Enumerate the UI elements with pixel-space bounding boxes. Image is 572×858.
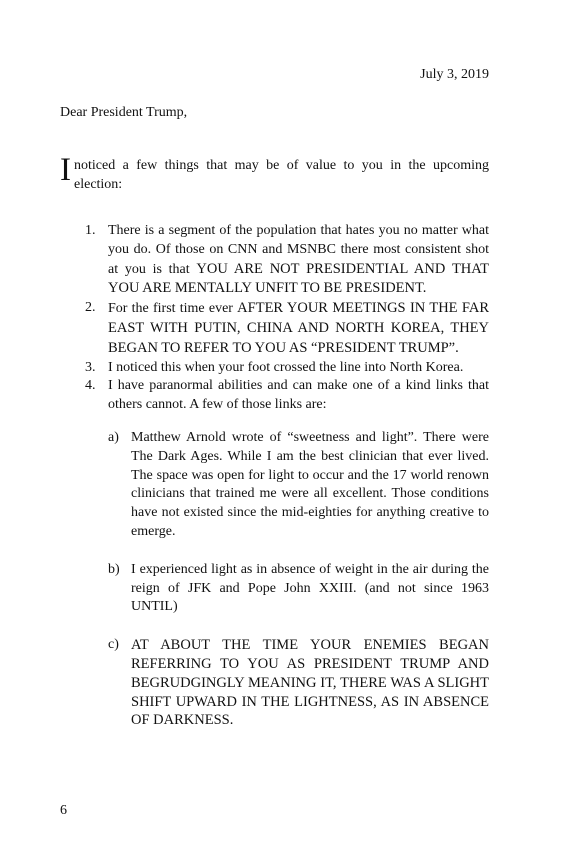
list-number: 1. (85, 223, 96, 238)
list-item (60, 377, 489, 730)
sublist-label: c) (108, 637, 119, 653)
sublist-label: b) (108, 561, 120, 577)
list-text: For the first time ever (108, 301, 238, 317)
list-number: 4. (85, 378, 96, 394)
sublist-item (108, 561, 489, 617)
salutation: Dear President Trump, (60, 105, 188, 120)
list-text-emphasis: YOU ARE NOT PRESIDENTIAL AND THAT YOU ARE MENTALLY UNFIT TO BE PRESIDENT. (108, 260, 489, 297)
sublist-item (108, 636, 489, 730)
sublist-text: Matthew Arnold wrote of “sweetness and light”. There were The Dark Ages. While I am the best clinician that ever lived. The space was open for light to occur and the 17 world renown clinicians that trained me were all excellent. Those conditions have not existed since the mid-eighties for anything creative to emerge. (131, 429, 489, 539)
sublist-text: AT ABOUT THE TIME YOUR ENEMIES BEGAN REFERRING TO YOU AS PRESIDENT TRUMP AND BEGRUDGINGLY MEANING IT, THERE WAS A SLIGHT SHIFT UPWARD IN THE LIGHTNESS, AS IN ABSENCE OF DARKNESS. (131, 637, 489, 729)
list-number: 2. (85, 300, 96, 316)
intro-paragraph (60, 152, 489, 194)
list-item (60, 222, 489, 299)
list-text-emphasis: AFTER YOUR MEETINGS IN THE FAR EAST WITH PUTIN, CHINA AND NORTH KOREA, THEY BEGAN TO REFER TO YOU AS “PRESIDENT TRUMP”. (108, 300, 490, 356)
list-item (60, 359, 489, 378)
sublist-label: a) (108, 429, 119, 445)
lettered-sublist (108, 429, 489, 730)
numbered-list (60, 222, 489, 749)
list-text: I noticed this when your foot crossed the line into North Korea. (108, 359, 464, 375)
list-text: I have paranormal abilities and can make one of a kind links that others cannot. A few of those links are: (108, 378, 489, 413)
list-item (60, 299, 489, 358)
drop-cap: I (60, 152, 71, 188)
list-number: 3. (85, 359, 96, 375)
intro-text: noticed a few things that may be of value to you in the upcoming election: (74, 158, 489, 192)
list-text: There is a segment of the population that hates you no matter what you do. Of those on CNN and MSNBC there most consistent shot at you is that (108, 223, 489, 277)
letter-date: July 3, 2019 (420, 67, 489, 82)
sublist-item (108, 429, 489, 542)
page-number: 6 (60, 803, 67, 818)
sublist-text: I experienced light as in absence of weight in the air during the reign of JFK and Pope John XXIII. (and not since 1963 UNTIL) (131, 561, 489, 615)
